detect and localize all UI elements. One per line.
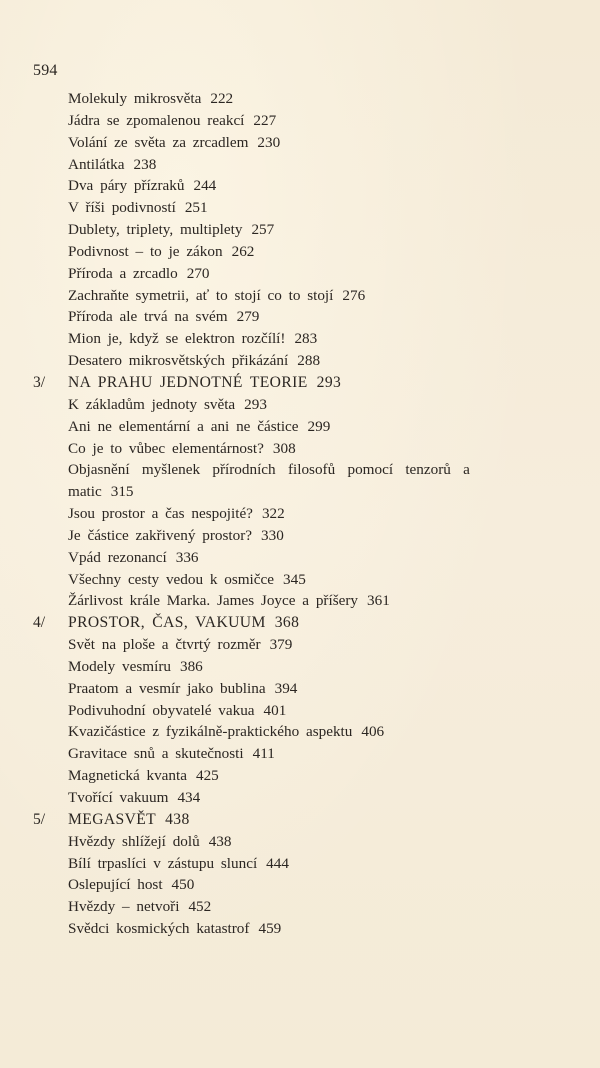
toc-entry-title: Podivnost – to je zákon [68, 242, 223, 260]
toc-entry [0, 656, 600, 678]
toc-entry-page: 411 [252, 745, 275, 763]
toc-entry [0, 350, 600, 372]
toc-entry-page: 452 [188, 898, 212, 916]
toc-entry-title: Zachraňte symetrii, ať to stojí co to stojí [68, 286, 334, 304]
toc-chapter-heading [0, 612, 600, 634]
toc-entry-page: 450 [171, 876, 195, 894]
toc-entry-title: Jádra se zpomalenou reakcí [68, 111, 245, 129]
toc-entry-title: matic [68, 483, 102, 501]
chapter-number: 5/ [33, 810, 46, 828]
chapter-number: 4/ [33, 614, 46, 632]
toc-entry-title: Dublety, triplety, multiplety [68, 221, 243, 239]
toc-entry-page: 283 [294, 330, 318, 348]
toc-entry-title: Praatom a vesmír jako bublina [68, 679, 266, 697]
toc-entry [0, 219, 600, 241]
toc-entry-page: 244 [193, 177, 217, 195]
toc-entry-title: Dva páry přízraků [68, 177, 185, 195]
toc-entry-page: 251 [184, 199, 208, 217]
toc-entry-title: K základům jednoty světa [68, 395, 236, 413]
toc-entry [0, 154, 600, 176]
toc-entry-title: Svědci kosmických katastrof [68, 920, 250, 938]
toc-entry-page: 425 [195, 767, 219, 785]
toc-entry [0, 831, 600, 853]
toc-entry [0, 263, 600, 285]
toc-entry [0, 853, 600, 875]
toc-entry-title: Ani ne elementární a ani ne částice [68, 417, 299, 435]
chapter-page: 293 [316, 373, 342, 391]
toc-entry [0, 569, 600, 591]
toc-entry [0, 438, 600, 460]
toc-entry-title: Co je to vůbec elementárnost? [68, 439, 264, 457]
toc-entry-title: Modely vesmíru [68, 657, 171, 675]
toc-entry-page: 227 [253, 111, 277, 129]
toc-entry-title: V říši podivností [68, 199, 176, 217]
chapter-page: 368 [274, 614, 300, 632]
page-number: 594 [33, 62, 58, 79]
toc-entry-title: Objasnění myšlenek přírodních filosofů pomocí tenzorů a [68, 461, 470, 479]
toc-entry-title: Molekuly mikrosvěta [68, 90, 202, 107]
toc-entry [0, 132, 600, 154]
toc-entry [0, 525, 600, 547]
toc-entry-page: 345 [283, 570, 306, 588]
toc-entry-title: Podivuhodní obyvatelé vakua [68, 701, 255, 719]
toc-entry-title: Vpád rezonancí [68, 548, 167, 566]
toc-entry [0, 743, 600, 765]
toc-entry-title: Příroda ale trvá na svém [68, 308, 228, 326]
toc-entry [0, 678, 600, 700]
toc-entry [0, 787, 600, 809]
table-of-contents [0, 88, 600, 940]
toc-entry-page: 293 [244, 395, 267, 413]
toc-entry [0, 285, 600, 307]
toc-entry-page: 444 [266, 854, 289, 872]
toc-entry-page: 270 [186, 264, 210, 282]
toc-entry-title: Antilátka [68, 155, 125, 173]
toc-entry-page: 230 [257, 133, 281, 151]
toc-entry [0, 241, 600, 263]
toc-entry [0, 416, 600, 438]
toc-entry [0, 110, 600, 132]
chapter-page: 438 [165, 810, 190, 828]
toc-entry-title: Hvězdy – netvoři [68, 898, 180, 916]
toc-entry-page: 257 [251, 221, 275, 239]
toc-entry [0, 896, 600, 918]
toc-entry-title: Desatero mikrosvětských přikázání [68, 352, 289, 370]
toc-entry [0, 481, 600, 503]
toc-entry [0, 874, 600, 896]
toc-entry [0, 634, 600, 656]
toc-entry-title: Magnetická kvanta [68, 767, 187, 785]
toc-entry [0, 88, 600, 110]
toc-entry [0, 197, 600, 219]
toc-entry [0, 590, 600, 612]
toc-entry-page: 276 [342, 286, 366, 304]
chapter-number: 3/ [33, 373, 46, 391]
toc-entry-page: 238 [133, 155, 157, 173]
toc-entry-page: 308 [272, 439, 296, 457]
toc-entry-page: 401 [263, 701, 287, 719]
toc-entry-wrapped-line [0, 459, 600, 481]
toc-entry-page: 299 [307, 417, 331, 435]
toc-entry-page: 361 [367, 592, 390, 610]
toc-entry-title: Tvořící vakuum [68, 789, 169, 806]
toc-entry-page: 279 [236, 308, 260, 326]
toc-entry-page: 336 [175, 548, 199, 566]
toc-entry-page: 434 [177, 789, 201, 806]
toc-entry [0, 918, 600, 940]
toc-entry-page: 406 [361, 723, 385, 741]
toc-entry-page: 459 [258, 920, 282, 938]
chapter-title: MEGASVĚT [68, 810, 157, 828]
toc-entry-page: 438 [208, 832, 232, 850]
toc-entry-title: Hvězdy shlížejí dolů [68, 832, 200, 850]
toc-entry-page: 394 [274, 679, 298, 697]
toc-entry-title: Kvazičástice z fyzikálně-praktického aspektu [68, 723, 353, 741]
toc-entry-title: Všechny cesty vedou k osmičce [68, 570, 275, 588]
toc-entry-title: Bílí trpaslíci v zástupu sluncí [68, 854, 258, 872]
toc-entry-page: 222 [210, 90, 234, 107]
toc-entry-title: Žárlivost krále Marka. James Joyce a příšery [68, 592, 359, 610]
toc-entry-page: 262 [231, 242, 255, 260]
toc-chapter-heading [0, 809, 600, 831]
toc-entry-title: Mion je, když se elektron rozčílí! [68, 330, 286, 348]
toc-entry-title: Je částice zakřivený prostor? [68, 526, 252, 544]
chapter-title: NA PRAHU JEDNOTNÉ TEORIE [68, 373, 308, 391]
toc-entry-page: 330 [261, 526, 284, 544]
toc-entry-page: 379 [269, 636, 293, 654]
toc-entry [0, 328, 600, 350]
toc-entry [0, 503, 600, 525]
toc-entry-page: 288 [297, 352, 321, 370]
toc-entry [0, 547, 600, 569]
toc-chapter-heading [0, 372, 600, 394]
toc-entry-page: 386 [179, 657, 203, 675]
toc-entry [0, 306, 600, 328]
toc-entry [0, 700, 600, 722]
toc-entry-title: Příroda a zrcadlo [68, 264, 178, 282]
toc-entry-page: 322 [261, 505, 285, 523]
toc-entry-title: Gravitace snů a skutečnosti [68, 745, 244, 763]
toc-entry [0, 721, 600, 743]
toc-entry-title: Jsou prostor a čas nespojité? [68, 505, 253, 523]
toc-entry-title: Oslepující host [68, 876, 163, 894]
toc-entry-title: Svět na ploše a čtvrtý rozměr [68, 636, 261, 654]
toc-entry [0, 175, 600, 197]
toc-entry [0, 765, 600, 787]
toc-entry-page: 315 [110, 483, 134, 501]
chapter-title: PROSTOR, ČAS, VAKUUM [68, 614, 266, 632]
toc-entry-title: Volání ze světa za zrcadlem [68, 133, 249, 151]
toc-entry [0, 394, 600, 416]
